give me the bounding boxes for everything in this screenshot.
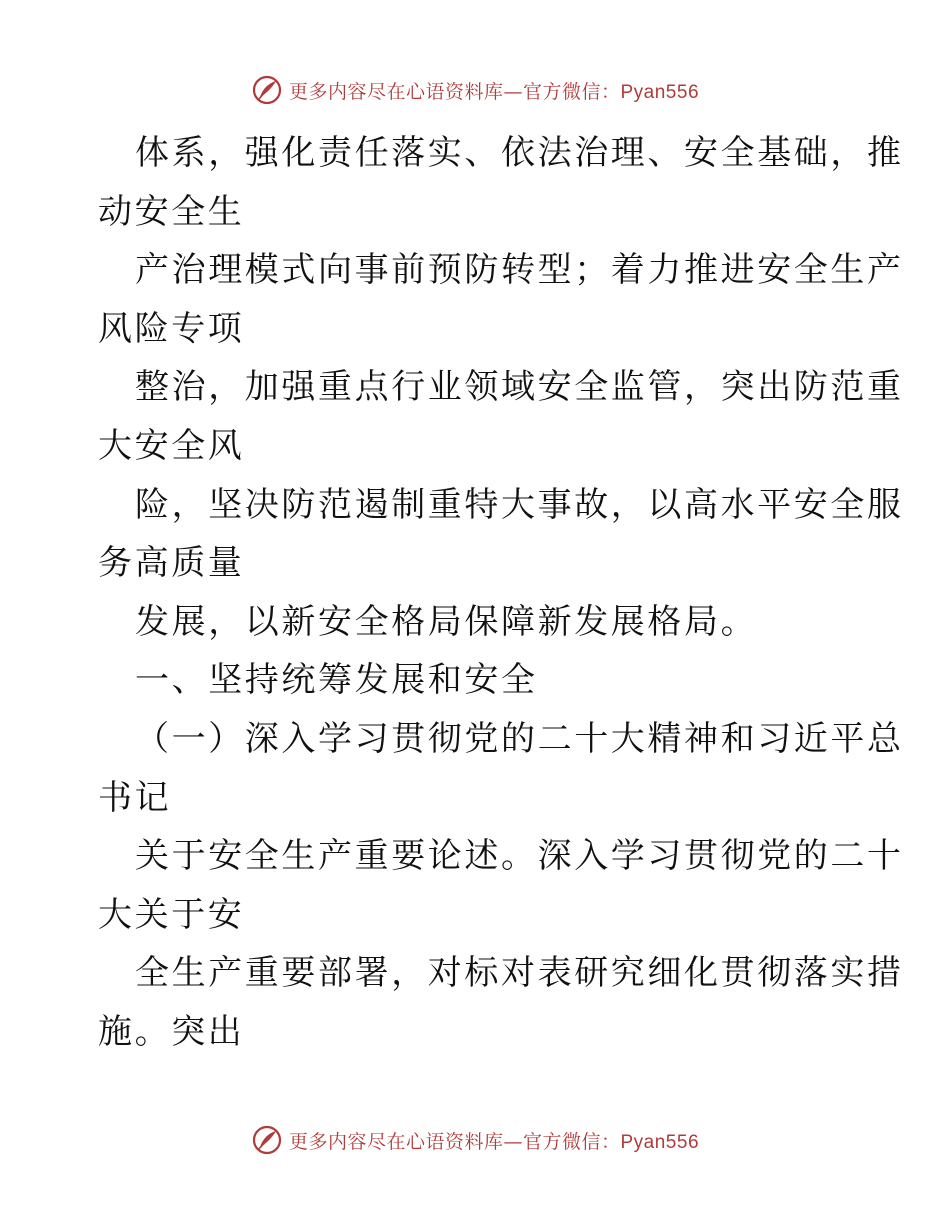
document-body (98, 124, 904, 1062)
watermark-text: 更多内容尽在心语资料库—官方微信：Pyan556 (288, 1130, 700, 1153)
text-line: 险，坚决防范遏制重特大事故，以高水平安全服 (135, 484, 904, 525)
text-line: 关于安全生产重要论述。深入学习贯彻党的二十 (135, 836, 904, 877)
text-line: 产治理模式向事前预防转型；着力推进安全生产 (135, 250, 904, 291)
text-line: 动安全生 (98, 191, 245, 232)
footer-watermark (0, 1120, 950, 1160)
feather-logo-icon (251, 74, 283, 106)
text-line: 全生产重要部署，对标对表研究细化贯彻落实措 (135, 953, 904, 994)
text-line: 发展，以新安全格局保障新发展格局。 (135, 601, 758, 642)
subsection-heading: （一）深入学习贯彻党的二十大精神和习近平总 (135, 718, 904, 759)
text-line: 大关于安 (98, 894, 245, 935)
text-line: 整治，加强重点行业领域安全监管，突出防范重 (135, 367, 904, 408)
text-line: 体系，强化责任落实、依法治理、安全基础，推 (135, 133, 904, 173)
feather-logo-icon (251, 1124, 283, 1156)
section-heading: 一、坚持统筹发展和安全 (135, 660, 538, 701)
header-watermark (0, 70, 950, 110)
text-line: 施。突出 (98, 1011, 245, 1052)
text-line: 书记 (98, 777, 172, 818)
watermark-text: 更多内容尽在心语资料库—官方微信：Pyan556 (288, 80, 700, 103)
text-line: 大安全风 (98, 425, 245, 466)
text-line: 务高质量 (98, 543, 245, 584)
text-line: 风险专项 (98, 308, 245, 349)
